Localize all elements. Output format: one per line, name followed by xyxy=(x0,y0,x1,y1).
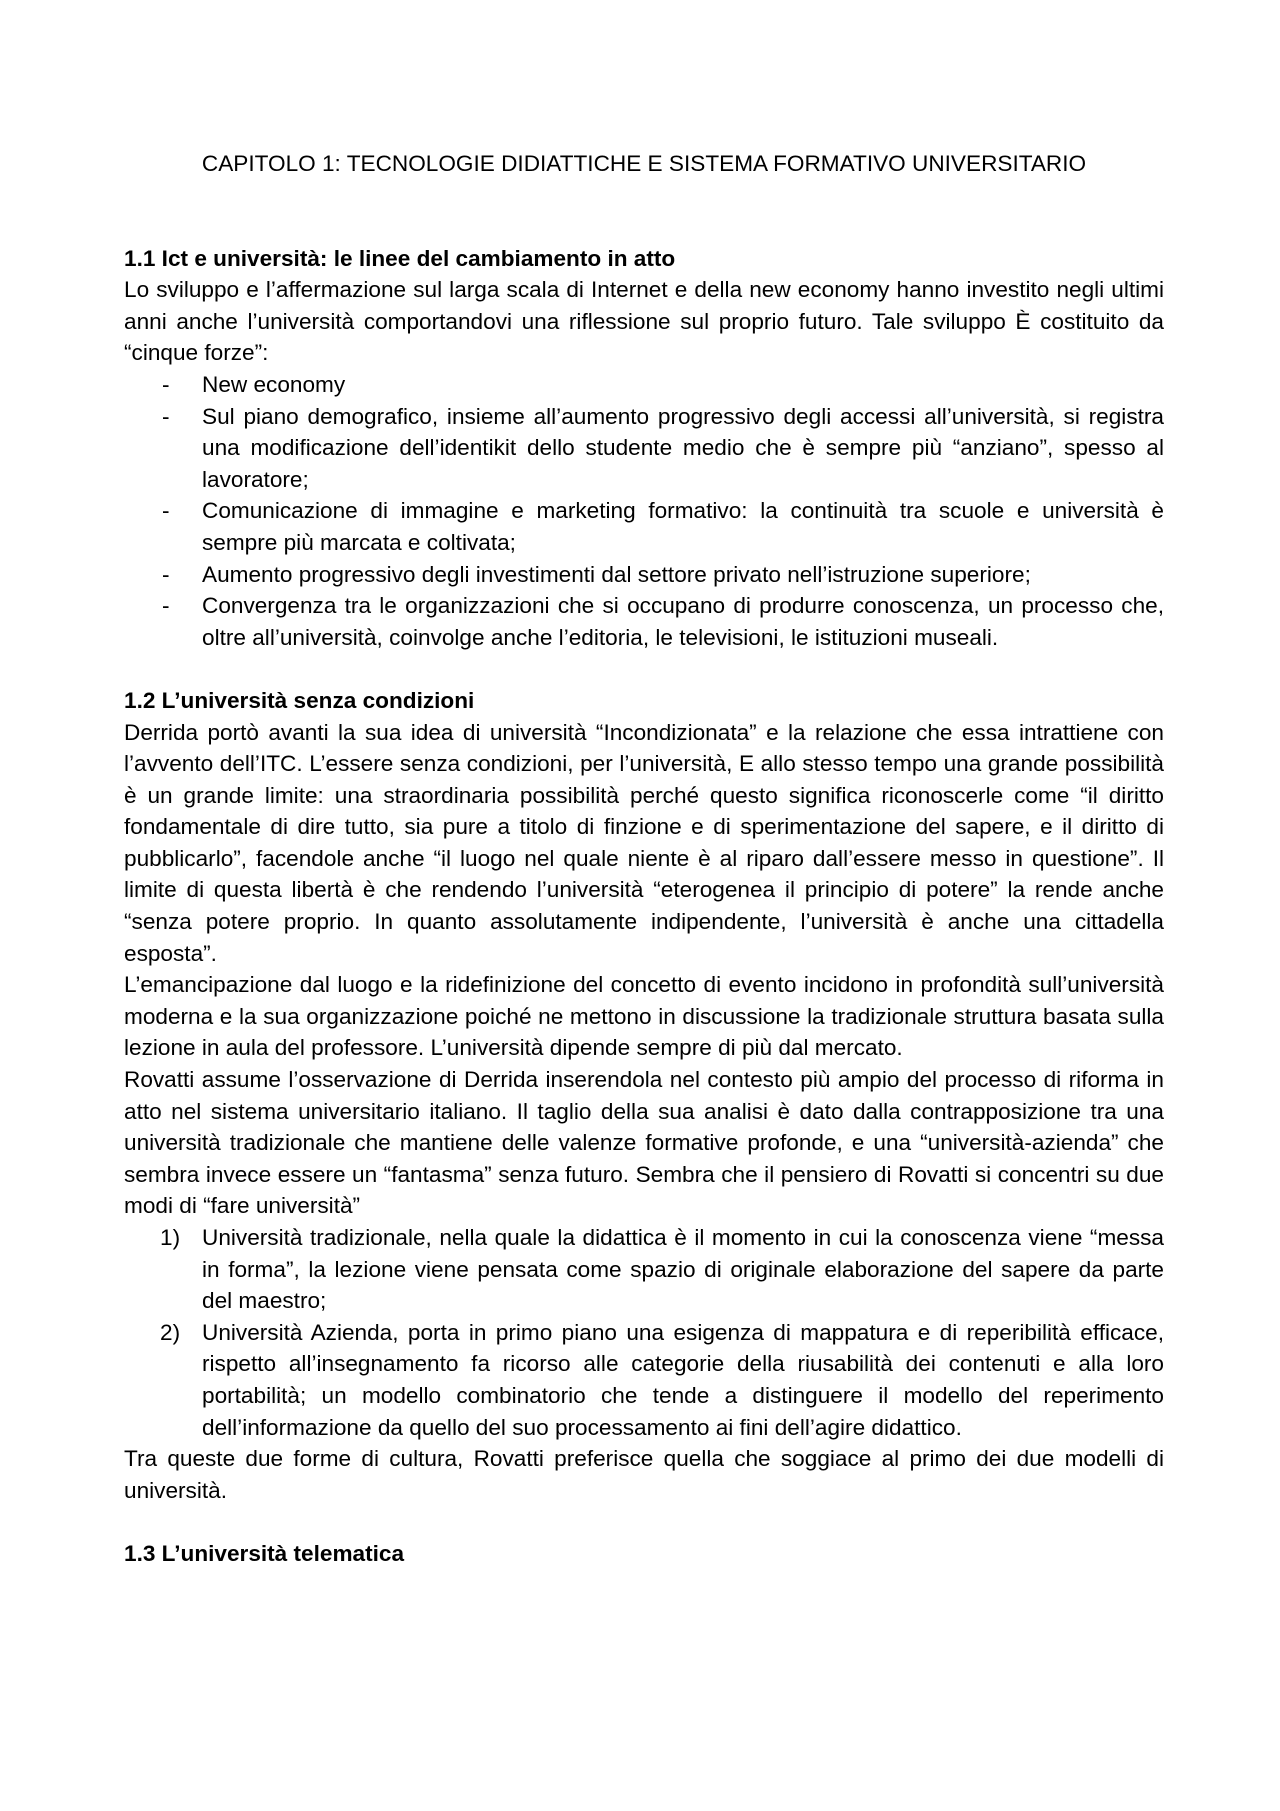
list-item-text: Aumento progressivo degli investimenti dal settore privato nell’istruzione superiore; xyxy=(202,561,1031,587)
list-item xyxy=(124,369,1164,401)
list-item xyxy=(124,559,1164,591)
section-2 xyxy=(124,685,1164,1506)
list-item-text: Sul piano demografico, insieme all’aumento progressivo degli accessi all’università, si registra una modificazione dell’identikit dello studente medio che è sempre più “anziano”, spesso al lavoratore; xyxy=(202,403,1164,492)
list-item xyxy=(124,1222,1164,1317)
list-item-text: Comunicazione di immagine e marketing formativo: la continuità tra scuole e università è sempre più marcata e coltivata; xyxy=(202,498,1164,555)
forces-list xyxy=(124,369,1164,653)
chapter-title: CAPITOLO 1: TECNOLOGIE DIDIATTICHE E SISTEMA FORMATIVO UNIVERSITARIO xyxy=(201,151,1087,176)
document-page xyxy=(124,148,1164,1601)
section-1 xyxy=(124,243,1164,654)
list-item-text: New economy xyxy=(202,371,346,397)
section-2-paragraph-1: Derrida portò avanti la sua idea di università “Incondizionata” e la relazione che essa intrattiene con l’avvento dell’ITC. L’essere senza condizioni, per l’università, E allo stesso tempo una grande possibilità è un grande limite: una straordinaria possibilità perché questo significa riconoscerle come “il diritto fondamentale di dire tutto, sia pure a titolo di finzione e di sperimentazione del sapere, e il diritto di pubblicarlo”, facendole anche “il luogo nel quale niente è al riparo dall’essere messo in questione”. Il limite di questa libertà è che rendendo l’università “eterogenea il principio di potere” la rende anche “senza potere proprio. In quanto assolutamente indipendente, l’università è anche una cittadella esposta”. xyxy=(124,719,1164,966)
number-marker: 1) xyxy=(160,1225,181,1250)
dash-marker: - xyxy=(162,593,170,619)
dash-marker: - xyxy=(162,498,170,524)
number-marker: 2) xyxy=(160,1319,181,1345)
dash-marker: - xyxy=(162,561,170,587)
list-item-text: Università tradizionale, nella quale la didattica è il momento in cui la conoscenza viene “messa in forma”, la lezione viene pensata come spazio di originale elaborazione del sapere da parte del maestro; xyxy=(202,1225,1164,1314)
list-item xyxy=(124,1317,1164,1443)
list-item xyxy=(124,495,1164,558)
models-list xyxy=(124,1222,1164,1443)
list-item xyxy=(124,401,1164,496)
list-item-text: Convergenza tra le organizzazioni che si occupano di produrre conoscenza, un processo che, oltre all’università, coinvolge anche l’editoria, le televisioni, le istituzioni museali. xyxy=(202,593,1164,650)
section-1-heading: 1.1 Ict e università: le linee del cambiamento in atto xyxy=(124,245,676,271)
section-1-intro: Lo sviluppo e l’affermazione sul larga scala di Internet e della new economy hanno investito negli ultimi anni anche l’università comportandovi una riflessione sul proprio futuro. Tale sviluppo È costituito da “cinque forze”: xyxy=(124,277,1164,366)
section-2-paragraph-3: Rovatti assume l’osservazione di Derrida inserendola nel contesto più ampio del processo di riforma in atto nel sistema universitario italiano. Il taglio della sua analisi è dato dalla contrapposizione tra una università tradizionale che mantiene delle valenze formative profonde, e una “università-azienda” che sembra invece essere un “fantasma” senza futuro. Sembra che il pensiero di Rovatti si concentri su due modi di “fare università” xyxy=(124,1067,1164,1219)
list-item-text: Università Azienda, porta in primo piano una esigenza di mappatura e di reperibilità efficace, rispetto all’insegnamento fa ricorso alle categorie della riusabilità dei contenuti e alla loro portabilità; un modello combinatorio che tende a distinguere il modello del reperimento dell’informazione da quello del suo processamento ai fini dell’agire didattico. xyxy=(202,1319,1164,1440)
section-3 xyxy=(124,1538,1164,1570)
section-2-paragraph-4: Tra queste due forme di cultura, Rovatti preferisce quella che soggiace al primo dei due modelli di università. xyxy=(124,1446,1164,1503)
section-2-paragraph-2: L’emancipazione dal luogo e la ridefinizione del concetto di evento incidono in profondità sull’università moderna e la sua organizzazione poiché ne mettono in discussione la tradizionale struttura basata sulla lezione in aula del professore. L’università dipende sempre di più dal mercato. xyxy=(124,972,1164,1061)
list-item xyxy=(124,590,1164,653)
section-2-heading: 1.2 L’università senza condizioni xyxy=(124,687,475,713)
section-3-heading: 1.3 L’università telematica xyxy=(124,1540,405,1566)
dash-marker: - xyxy=(162,371,170,397)
dash-marker: - xyxy=(162,403,170,429)
